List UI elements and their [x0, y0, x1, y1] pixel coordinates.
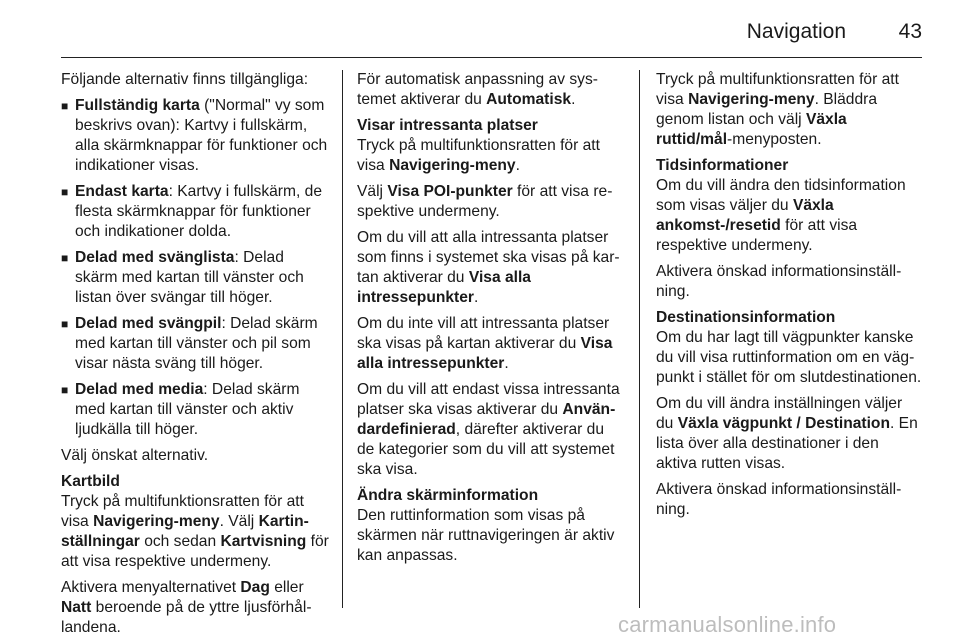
- option-term: Delad med svänglista: [75, 249, 235, 266]
- paragraph: Om du vill att alla intressanta platser som finns i systemet ska visas på kartan aktiverar du Visa alla intressepunkter.: [357, 229, 620, 306]
- column-right: [656, 70, 922, 526]
- option-term: Fullständig karta: [75, 97, 200, 114]
- paragraph: Tryck på multifunktionsratten för att visa Navigering-meny.: [357, 137, 600, 174]
- paragraph: Tryck på multifunktionsratten för att visa Navigering-meny. Bläddra genom listan och välj Växla ruttid/mål-menyposten.: [656, 71, 899, 148]
- choose-text: Välj önskat alternativ.: [61, 447, 209, 464]
- column-middle: [357, 70, 621, 572]
- option-term: Endast karta: [75, 183, 169, 200]
- paragraph: Aktivera önskad informationsinställning.: [656, 481, 902, 518]
- section-heading-poi: Visar intressanta platser: [357, 117, 538, 134]
- list-item: [61, 96, 329, 176]
- option-desc: : Kartvy i fullskärm, de flesta skärmknappar för funktioner och indikationer dolda.: [75, 183, 322, 240]
- option-term: Delad med media: [75, 381, 204, 398]
- intro-text: Följande alternativ finns tillgängliga:: [61, 71, 309, 88]
- paragraph: Aktivera önskad informationsinställning.: [656, 263, 902, 300]
- bullet-square-icon: ■: [61, 99, 69, 113]
- paragraph: Om du har lagt till vägpunkter kanske du vill visa ruttinformation om en vägpunkt i stället för om slutdestinationen.: [656, 329, 922, 386]
- list-item: [61, 380, 329, 440]
- page-title: Navigation: [746, 20, 846, 43]
- option-desc: : Delad skärm med kartan till vänster och pil som visar nästa sväng till höger.: [75, 315, 318, 372]
- column-left: [61, 70, 329, 644]
- option-desc: ("Normal" vy som beskrivs ovan): Kartvy i fullskärm, alla skärmknappar för funktioner och indikationer visas.: [75, 97, 328, 174]
- option-desc: : Delad skärm med kartan till vänster och aktiv ljudkälla till höger.: [75, 381, 300, 438]
- section-heading-screen-info: Ändra skärminformation: [357, 487, 539, 504]
- paragraph: För automatisk anpassning av systemet aktiverar du Automatisk.: [357, 71, 598, 108]
- bullet-square-icon: ■: [61, 251, 69, 265]
- bullet-square-icon: ■: [61, 317, 69, 331]
- bullet-square-icon: ■: [61, 185, 69, 199]
- list-item: [61, 314, 329, 374]
- paragraph: Om du vill ändra inställningen väljer du Växla vägpunkt / Destination. En lista över alla destinationer i den aktiva rutten visas.: [656, 395, 918, 472]
- paragraph: Den ruttinformation som visas på skärmen när ruttnavigeringen är aktiv kan anpassas.: [357, 507, 615, 564]
- list-item: [61, 182, 329, 242]
- paragraph: Tryck på multifunktionsratten för att visa Navigering-meny. Välj Kartinställningar och sedan Kartvisning för att visa respektive undermeny.: [61, 493, 329, 570]
- section-heading-time: Tidsinformationer: [656, 157, 789, 174]
- bullet-square-icon: ■: [61, 383, 69, 397]
- section-heading-destination: Destinationsinformation: [656, 309, 836, 326]
- paragraph: Välj Visa POI-punkter för att visa respektive undermeny.: [357, 183, 613, 220]
- paragraph: Om du inte vill att intressanta platser ska visas på kartan aktiverar du Visa alla intressepunkter.: [357, 315, 613, 372]
- option-desc: : Delad skärm med kartan till vänster och listan över svängar till höger.: [75, 249, 304, 306]
- paragraph: Om du vill ändra den tidsinformation som visas väljer du Växla ankomst-/resetid för att visa respektive undermeny.: [656, 177, 906, 254]
- list-item: [61, 248, 329, 308]
- watermark-text: carmanualsonline.info: [618, 612, 837, 637]
- paragraph: Om du vill att endast vissa intressanta platser ska visas aktiverar du Användardefinierad, därefter aktiverar du de kategorier som du vill att systemet ska visa.: [357, 381, 620, 478]
- page-number: 43: [898, 20, 922, 43]
- column-divider: [342, 70, 343, 608]
- column-divider: [639, 70, 640, 608]
- option-term: Delad med svängpil: [75, 315, 222, 332]
- section-heading-kartbild: Kartbild: [61, 473, 120, 490]
- header-rule: [61, 57, 922, 58]
- paragraph: Aktivera menyalternativet Dag eller Natt beroende på de yttre ljusförhållandena.: [61, 579, 312, 636]
